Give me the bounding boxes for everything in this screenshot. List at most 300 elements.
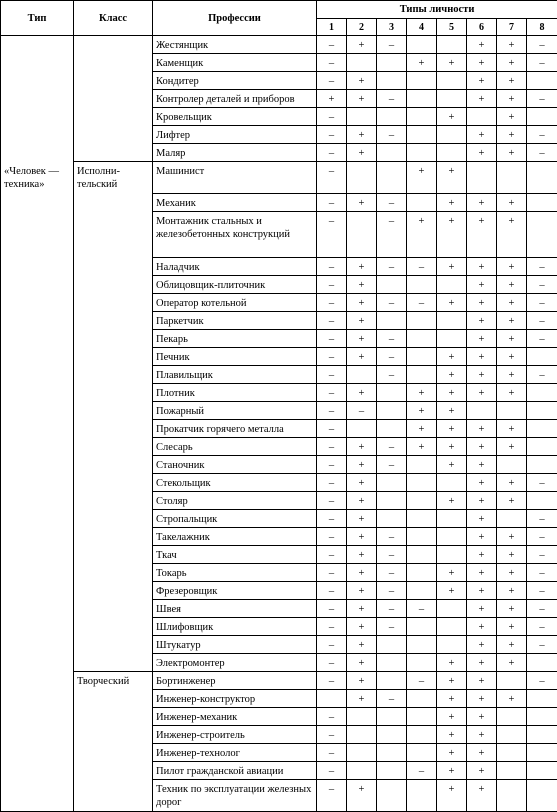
type-mark-cell (377, 672, 407, 690)
type-mark-cell: – (527, 546, 557, 564)
type-mark-cell (407, 654, 437, 672)
type-mark-cell: + (347, 330, 377, 348)
type-mark-cell: – (407, 294, 437, 312)
type-mark-cell: + (497, 276, 527, 294)
type-cell (1, 144, 74, 162)
type-mark-cell: + (347, 546, 377, 564)
type-cell: «Человек — техника» (1, 162, 74, 194)
type-mark-cell: + (437, 194, 467, 212)
type-mark-cell (377, 402, 407, 420)
type-mark-cell: – (377, 582, 407, 600)
type-mark-cell (407, 348, 437, 366)
type-mark-cell: + (347, 144, 377, 162)
header-type: Тип (1, 1, 74, 36)
class-cell (74, 36, 153, 54)
type-mark-cell: + (347, 510, 377, 528)
table-row (1, 402, 557, 420)
type-mark-cell (497, 726, 527, 744)
type-mark-cell (377, 510, 407, 528)
type-mark-cell: – (317, 600, 347, 618)
table-row (1, 72, 557, 90)
type-mark-cell: + (437, 258, 467, 276)
type-mark-cell: + (467, 276, 497, 294)
type-mark-cell: – (377, 212, 407, 258)
type-mark-cell: – (317, 708, 347, 726)
type-mark-cell: – (527, 144, 557, 162)
type-mark-cell: + (347, 126, 377, 144)
type-mark-cell: – (317, 162, 347, 194)
type-mark-cell: + (347, 636, 377, 654)
profession-cell: Стропальщик (153, 510, 317, 528)
type-mark-cell (527, 384, 557, 402)
type-mark-cell: – (317, 654, 347, 672)
type-mark-cell (347, 54, 377, 72)
type-mark-cell: + (497, 600, 527, 618)
type-mark-cell: + (497, 72, 527, 90)
table-row (1, 582, 557, 600)
profession-cell: Пекарь (153, 330, 317, 348)
header-class: Класс (74, 1, 153, 36)
class-cell (74, 212, 153, 258)
table-row (1, 36, 557, 54)
type-cell (1, 90, 74, 108)
type-mark-cell (407, 726, 437, 744)
profession-cell: Техник по эксплуатации железных дорог (153, 780, 317, 812)
type-mark-cell (407, 90, 437, 108)
type-mark-cell (377, 384, 407, 402)
class-cell (74, 510, 153, 528)
header-type-number: 7 (497, 19, 527, 36)
type-mark-cell: + (407, 212, 437, 258)
type-mark-cell (347, 108, 377, 126)
type-mark-cell (407, 708, 437, 726)
type-mark-cell (377, 144, 407, 162)
type-mark-cell: + (497, 438, 527, 456)
type-mark-cell: + (437, 162, 467, 194)
type-mark-cell (407, 528, 437, 546)
type-mark-cell: + (467, 600, 497, 618)
type-mark-cell: – (377, 438, 407, 456)
type-mark-cell: + (497, 36, 527, 54)
type-mark-cell (377, 108, 407, 126)
type-mark-cell (377, 780, 407, 812)
type-cell (1, 762, 74, 780)
type-mark-cell: – (377, 258, 407, 276)
type-mark-cell: – (377, 564, 407, 582)
type-mark-cell: + (497, 636, 527, 654)
type-mark-cell (527, 456, 557, 474)
type-mark-cell (407, 330, 437, 348)
type-mark-cell: – (527, 672, 557, 690)
profession-cell: Оператор котельной (153, 294, 317, 312)
type-mark-cell (407, 636, 437, 654)
type-mark-cell: + (467, 618, 497, 636)
type-mark-cell (437, 636, 467, 654)
type-mark-cell (497, 762, 527, 780)
table-row (1, 312, 557, 330)
type-mark-cell (407, 744, 437, 762)
profession-cell: Штукатур (153, 636, 317, 654)
class-cell (74, 108, 153, 126)
type-mark-cell: + (437, 348, 467, 366)
type-mark-cell: + (497, 90, 527, 108)
type-mark-cell: – (317, 564, 347, 582)
type-mark-cell (527, 402, 557, 420)
class-cell (74, 690, 153, 708)
table-row (1, 330, 557, 348)
profession-cell: Облицовщик-плиточник (153, 276, 317, 294)
type-cell (1, 212, 74, 258)
type-mark-cell: – (527, 366, 557, 384)
profession-cell: Электромонтер (153, 654, 317, 672)
type-mark-cell (407, 474, 437, 492)
type-mark-cell: – (527, 54, 557, 72)
type-mark-cell: – (527, 258, 557, 276)
type-cell (1, 564, 74, 582)
type-mark-cell: – (347, 402, 377, 420)
type-cell (1, 108, 74, 126)
type-mark-cell: + (437, 212, 467, 258)
type-mark-cell: + (497, 108, 527, 126)
type-mark-cell: + (407, 402, 437, 420)
type-mark-cell: + (347, 564, 377, 582)
type-mark-cell (347, 366, 377, 384)
type-mark-cell (407, 546, 437, 564)
type-mark-cell (407, 780, 437, 812)
profession-cell: Прокатчик горячего металла (153, 420, 317, 438)
type-mark-cell (407, 144, 437, 162)
table-row (1, 348, 557, 366)
type-cell (1, 276, 74, 294)
type-mark-cell: + (467, 492, 497, 510)
type-mark-cell (407, 492, 437, 510)
profession-cell: Пожарный (153, 402, 317, 420)
type-mark-cell: – (317, 72, 347, 90)
class-cell (74, 312, 153, 330)
type-mark-cell: + (347, 294, 377, 312)
type-mark-cell: – (317, 636, 347, 654)
type-mark-cell (407, 72, 437, 90)
type-cell (1, 654, 74, 672)
header-type-number: 6 (467, 19, 497, 36)
profession-cell: Наладчик (153, 258, 317, 276)
type-mark-cell (527, 438, 557, 456)
type-mark-cell: – (377, 528, 407, 546)
type-mark-cell (347, 420, 377, 438)
type-mark-cell: + (467, 90, 497, 108)
type-mark-cell: – (317, 330, 347, 348)
class-cell (74, 762, 153, 780)
profession-cell: Инженер-конструктор (153, 690, 317, 708)
type-mark-cell: + (437, 420, 467, 438)
profession-cell: Пилот гражданской авиации (153, 762, 317, 780)
type-mark-cell (497, 708, 527, 726)
type-mark-cell: + (467, 672, 497, 690)
type-mark-cell: + (347, 600, 377, 618)
table-row (1, 54, 557, 72)
class-cell (74, 330, 153, 348)
type-cell (1, 618, 74, 636)
profession-cell: Инженер-механик (153, 708, 317, 726)
profession-cell: Слесарь (153, 438, 317, 456)
table-row (1, 108, 557, 126)
type-mark-cell: + (467, 762, 497, 780)
type-mark-cell: + (347, 384, 377, 402)
class-cell (74, 708, 153, 726)
type-mark-cell (347, 726, 377, 744)
profession-cell: Станочник (153, 456, 317, 474)
type-mark-cell: – (317, 126, 347, 144)
type-cell (1, 366, 74, 384)
type-mark-cell: + (467, 582, 497, 600)
type-mark-cell: + (437, 654, 467, 672)
type-mark-cell (407, 276, 437, 294)
class-cell (74, 564, 153, 582)
profession-cell: Инженер-строитель (153, 726, 317, 744)
type-mark-cell: – (527, 312, 557, 330)
table-row (1, 194, 557, 212)
type-mark-cell: + (347, 528, 377, 546)
type-mark-cell (497, 780, 527, 812)
profession-cell: Ткач (153, 546, 317, 564)
type-mark-cell: + (467, 528, 497, 546)
header-personality-types: Типы личности (317, 1, 557, 19)
type-mark-cell: + (467, 420, 497, 438)
profession-cell: Швея (153, 600, 317, 618)
class-cell (74, 474, 153, 492)
type-mark-cell: – (317, 258, 347, 276)
type-mark-cell (347, 762, 377, 780)
type-mark-cell: – (317, 780, 347, 812)
type-mark-cell: + (467, 194, 497, 212)
type-mark-cell: + (467, 126, 497, 144)
type-mark-cell: + (497, 420, 527, 438)
type-mark-cell: – (407, 762, 437, 780)
class-cell: Исполни-тельский (74, 162, 153, 194)
type-mark-cell: – (527, 330, 557, 348)
profession-cell: Кровельщик (153, 108, 317, 126)
type-cell (1, 330, 74, 348)
table-row (1, 672, 557, 690)
table-row (1, 780, 557, 812)
type-mark-cell: + (467, 690, 497, 708)
type-mark-cell: + (407, 438, 437, 456)
type-mark-cell: – (317, 366, 347, 384)
type-mark-cell: + (347, 258, 377, 276)
type-mark-cell (377, 708, 407, 726)
type-mark-cell: – (527, 276, 557, 294)
class-cell (74, 636, 153, 654)
class-cell: Творческий (74, 672, 153, 690)
type-mark-cell: + (437, 402, 467, 420)
table-row (1, 708, 557, 726)
table-row (1, 366, 557, 384)
type-cell (1, 510, 74, 528)
type-mark-cell (437, 72, 467, 90)
type-mark-cell (407, 690, 437, 708)
type-mark-cell (437, 618, 467, 636)
type-cell (1, 780, 74, 812)
type-mark-cell: + (497, 654, 527, 672)
type-cell (1, 258, 74, 276)
type-mark-cell: + (467, 726, 497, 744)
type-mark-cell (527, 690, 557, 708)
type-mark-cell: – (377, 456, 407, 474)
class-cell (74, 420, 153, 438)
table-row (1, 276, 557, 294)
type-cell (1, 294, 74, 312)
type-mark-cell: – (407, 672, 437, 690)
profession-cell: Паркетчик (153, 312, 317, 330)
type-mark-cell: + (497, 212, 527, 258)
type-mark-cell: – (377, 36, 407, 54)
type-mark-cell: + (437, 438, 467, 456)
type-cell (1, 438, 74, 456)
type-mark-cell: + (347, 90, 377, 108)
type-mark-cell: – (527, 600, 557, 618)
type-mark-cell: + (467, 546, 497, 564)
class-cell (74, 438, 153, 456)
type-mark-cell: + (437, 492, 467, 510)
type-mark-cell: + (347, 672, 377, 690)
type-mark-cell: – (527, 474, 557, 492)
table-row (1, 438, 557, 456)
type-mark-cell: – (407, 600, 437, 618)
type-mark-cell (407, 366, 437, 384)
type-mark-cell (407, 194, 437, 212)
type-mark-cell (467, 162, 497, 194)
type-mark-cell: – (317, 474, 347, 492)
type-mark-cell: – (317, 108, 347, 126)
type-mark-cell: – (317, 672, 347, 690)
type-mark-cell (527, 194, 557, 212)
table-row (1, 618, 557, 636)
type-mark-cell: + (467, 72, 497, 90)
type-mark-cell: – (527, 126, 557, 144)
type-mark-cell (407, 618, 437, 636)
type-mark-cell: + (467, 474, 497, 492)
type-mark-cell (377, 474, 407, 492)
type-mark-cell: + (437, 762, 467, 780)
type-mark-cell (497, 456, 527, 474)
type-mark-cell: – (317, 420, 347, 438)
type-mark-cell: – (377, 690, 407, 708)
type-mark-cell (407, 564, 437, 582)
table-row (1, 162, 557, 194)
type-mark-cell: – (317, 726, 347, 744)
type-cell (1, 402, 74, 420)
type-mark-cell (527, 726, 557, 744)
profession-cell: Кондитер (153, 72, 317, 90)
type-mark-cell: – (317, 528, 347, 546)
type-mark-cell: + (347, 72, 377, 90)
type-mark-cell: + (467, 294, 497, 312)
type-mark-cell: – (527, 618, 557, 636)
type-mark-cell (407, 456, 437, 474)
type-cell (1, 492, 74, 510)
type-mark-cell: + (347, 690, 377, 708)
profession-cell: Шлифовщик (153, 618, 317, 636)
type-mark-cell (347, 212, 377, 258)
type-mark-cell (527, 708, 557, 726)
type-mark-cell: – (527, 90, 557, 108)
profession-cell: Бортинженер (153, 672, 317, 690)
profession-cell: Жестянщик (153, 36, 317, 54)
profession-cell: Маляр (153, 144, 317, 162)
profession-cell: Токарь (153, 564, 317, 582)
type-mark-cell: + (467, 654, 497, 672)
type-mark-cell: + (467, 144, 497, 162)
type-mark-cell: – (317, 510, 347, 528)
type-mark-cell (407, 108, 437, 126)
class-cell (74, 528, 153, 546)
type-mark-cell (407, 510, 437, 528)
type-mark-cell: + (407, 384, 437, 402)
class-cell (74, 126, 153, 144)
type-mark-cell: + (497, 618, 527, 636)
type-mark-cell (377, 420, 407, 438)
type-mark-cell: + (437, 672, 467, 690)
type-mark-cell: – (527, 510, 557, 528)
type-cell (1, 194, 74, 212)
type-mark-cell: + (497, 330, 527, 348)
type-cell (1, 348, 74, 366)
type-mark-cell (437, 126, 467, 144)
profession-cell: Лифтер (153, 126, 317, 144)
class-cell (74, 780, 153, 812)
type-mark-cell: + (467, 744, 497, 762)
type-mark-cell: – (317, 546, 347, 564)
type-mark-cell: + (437, 744, 467, 762)
class-cell (74, 654, 153, 672)
type-mark-cell: – (317, 312, 347, 330)
table-row (1, 744, 557, 762)
type-mark-cell (527, 72, 557, 90)
type-mark-cell: – (527, 36, 557, 54)
type-mark-cell: + (347, 438, 377, 456)
type-mark-cell (527, 762, 557, 780)
type-mark-cell (377, 162, 407, 194)
type-mark-cell: + (347, 654, 377, 672)
table-row (1, 564, 557, 582)
class-cell (74, 492, 153, 510)
type-cell (1, 744, 74, 762)
type-mark-cell: + (437, 384, 467, 402)
type-mark-cell (467, 108, 497, 126)
type-mark-cell (437, 144, 467, 162)
type-cell (1, 726, 74, 744)
class-cell (74, 276, 153, 294)
type-cell (1, 672, 74, 690)
type-mark-cell: – (527, 294, 557, 312)
class-cell (74, 144, 153, 162)
type-mark-cell: + (467, 212, 497, 258)
type-mark-cell (437, 90, 467, 108)
type-mark-cell: + (437, 294, 467, 312)
type-mark-cell: + (347, 474, 377, 492)
type-mark-cell: – (317, 492, 347, 510)
profession-cell: Контролер деталей и приборов (153, 90, 317, 108)
class-cell (74, 72, 153, 90)
class-cell (74, 366, 153, 384)
type-mark-cell: + (467, 780, 497, 812)
type-mark-cell: – (377, 600, 407, 618)
profession-cell: Плавильщик (153, 366, 317, 384)
type-mark-cell: + (497, 546, 527, 564)
type-mark-cell (527, 162, 557, 194)
type-mark-cell: + (497, 312, 527, 330)
type-mark-cell: + (347, 618, 377, 636)
